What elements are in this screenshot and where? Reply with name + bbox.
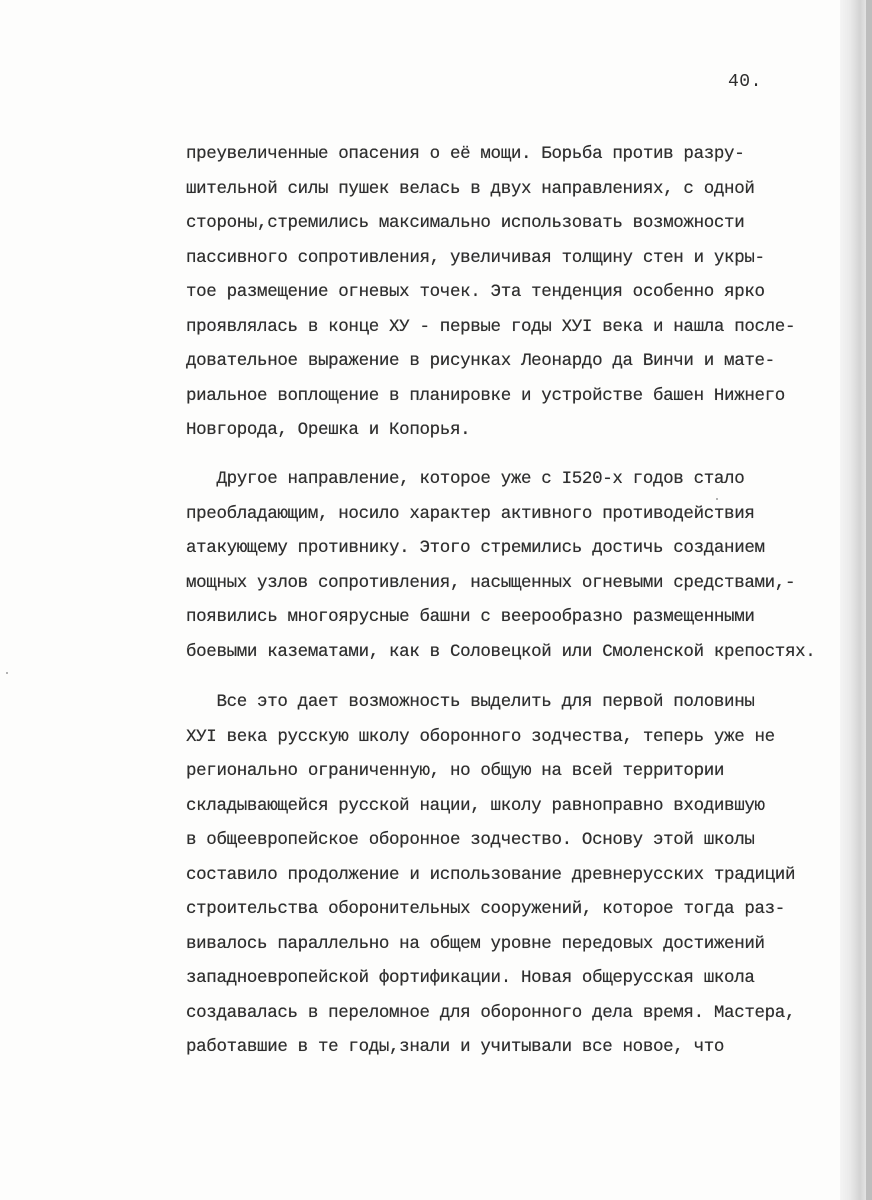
text-line: Новгорода, Орешка и Копорья. <box>186 420 471 440</box>
paragraph-2 <box>186 462 815 669</box>
text-line: создавалась в переломное для оборонного дела время. Мастера, <box>186 1002 796 1023</box>
page-number: 40. <box>728 72 762 92</box>
text-line: работавшие в те годы,знали и учитывали все новое, что <box>186 1037 725 1057</box>
text-line: вивалось параллельно на общем уровне передовых достижений <box>186 933 765 954</box>
text-line: преобладающим, носило характер активного противодействия <box>186 503 755 524</box>
text-line: ХУI века русскую школу оборонного зодчества, теперь уже не <box>186 726 775 747</box>
paragraph-1 <box>186 137 795 448</box>
text-line: стороны,стремились максимально использовать возможности <box>186 213 745 233</box>
text-line: довательное выражение в рисунках Леонардо да Винчи и мате- <box>186 351 775 371</box>
scan-speck <box>6 672 8 674</box>
paragraph-3 <box>186 685 795 1065</box>
text-line: тое размещение огневых точек. Эта тенденция особенно ярко <box>186 282 765 302</box>
text-line: риальное воплощение в планировке и устройстве башен Нижнего <box>186 385 785 406</box>
text-line: проявлялась в конце ХУ - первые годы ХУI века и нашла после- <box>186 316 796 337</box>
text-line: составило продолжение и использование древнерусских традиций <box>186 864 796 885</box>
text-line: мощных узлов сопротивления, насыщенных огневыми средствами,- <box>186 572 796 593</box>
text-line: строительства оборонительных сооружений, которое тогда раз- <box>186 899 785 919</box>
text-line: регионально ограниченную, но общую на всей территории <box>186 761 725 781</box>
text-line: боевыми казематами, как в Соловецкой или Смоленской крепостях. <box>186 641 816 662</box>
text-line: Все это дает возможность выделить для первой половины <box>186 692 755 712</box>
text-line: атакующему противнику. Этого стремились достичь созданием <box>186 538 765 558</box>
text-line: пассивного сопротивления, увеличивая толщину стен и укры- <box>186 247 765 268</box>
text-line: в общеевропейское оборонное зодчество. Основу этой школы <box>186 830 755 850</box>
text-line: появились многоярусные башни с веерообразно размещенными <box>186 607 755 627</box>
text-line: складывающейся русской нации, школу равноправно входившую <box>186 795 765 816</box>
scan-edge-border <box>866 0 872 1200</box>
text-line: преувеличенные опасения о её мощи. Борьба против разру- <box>186 144 745 164</box>
text-line: Другое направление, которое уже с I520-х годов стало <box>186 469 745 489</box>
text-line: западноевропейской фортификации. Новая общерусская школа <box>186 968 755 988</box>
text-line: шительной силы пушек велась в двух направлениях, с одной <box>186 178 755 199</box>
